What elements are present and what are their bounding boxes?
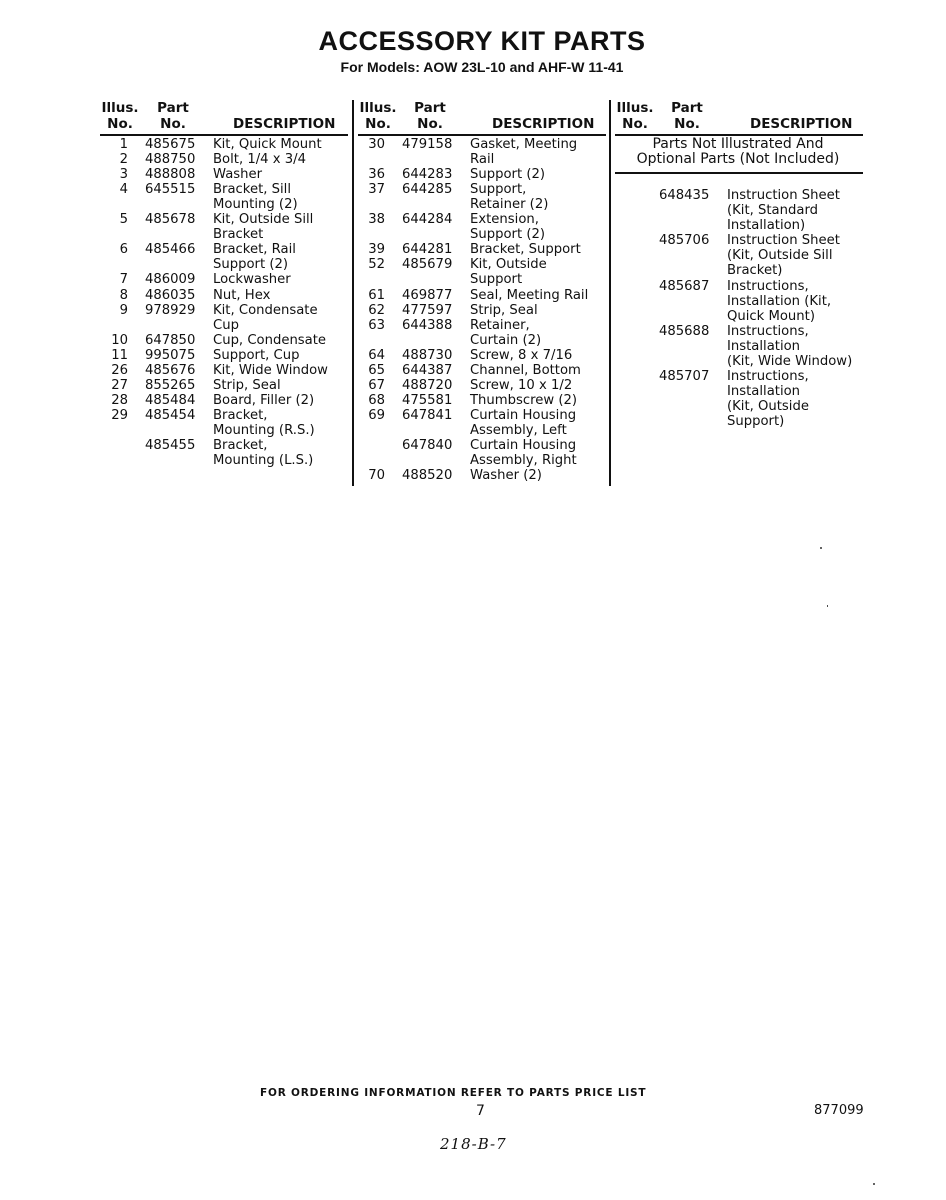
part-description: Instructions, — [727, 369, 809, 384]
part-number: 485706 — [659, 233, 710, 248]
illus-number: 11 — [111, 347, 128, 363]
part-description: Installation — [727, 339, 801, 355]
part-number: 978929 — [145, 302, 196, 318]
part-number: 485679 — [402, 257, 453, 273]
column-divider-2 — [609, 100, 611, 486]
part-number: 995075 — [145, 347, 196, 363]
part-description: Installation) — [727, 218, 806, 234]
part-description: Screw, 10 x 1/2 — [470, 377, 573, 393]
document-number: 877099 — [814, 1103, 864, 1118]
part-description: Bracket, — [213, 438, 268, 453]
page-number: 7 — [476, 1103, 485, 1119]
part-description: Instruction Sheet — [727, 188, 840, 203]
part-description: Cup — [213, 317, 239, 333]
page-title: ACCESSORY KIT PARTS — [318, 26, 646, 56]
part-number: 647841 — [402, 407, 453, 423]
part-description: Bracket, — [213, 407, 268, 423]
illus-number: 61 — [368, 287, 385, 303]
col2-part-header: Part No. — [414, 100, 446, 132]
illus-number: 30 — [368, 137, 385, 152]
illus-number: 36 — [368, 167, 385, 183]
col3-illus-header: Illus. No. — [616, 100, 654, 132]
part-description: Support (2) — [470, 227, 546, 243]
col3-description-header: DESCRIPTION — [750, 116, 853, 132]
scan-speck — [820, 547, 822, 549]
part-description: Retainer, — [470, 317, 530, 333]
part-description: Assembly, Right — [470, 453, 577, 469]
part-description: Strip, Seal — [213, 377, 281, 393]
part-number: 485484 — [145, 392, 196, 408]
illus-number: 10 — [111, 332, 128, 348]
part-number: 479158 — [402, 137, 453, 152]
part-description: (Kit, Outside Sill — [727, 248, 833, 264]
illus-number: 39 — [368, 242, 385, 258]
optional-parts-note: Parts Not Illustrated And Optional Parts (Not Included) — [636, 136, 840, 167]
part-number: 477597 — [402, 302, 453, 318]
col1-header-rule — [100, 134, 348, 136]
part-description: Instruction Sheet — [727, 233, 840, 248]
part-description: (Kit, Wide Window) — [727, 354, 853, 370]
illus-number: 1 — [119, 137, 128, 152]
part-number: 645515 — [145, 182, 196, 198]
illus-number: 5 — [119, 212, 128, 228]
part-number: 488520 — [402, 468, 453, 484]
part-number: 488730 — [402, 347, 453, 363]
part-description: Gasket, Meeting — [470, 137, 578, 152]
illus-number: 67 — [368, 377, 385, 393]
illus-number: 70 — [368, 468, 385, 484]
illus-number: 29 — [111, 407, 128, 423]
part-description: Support (2) — [213, 257, 289, 273]
handwritten-note: 218-B-7 — [440, 1135, 507, 1153]
part-description: Bracket — [213, 227, 264, 243]
part-number: 644284 — [402, 212, 453, 228]
part-description: Cup, Condensate — [213, 332, 327, 348]
part-description: Support) — [727, 414, 785, 430]
part-description: Kit, Wide Window — [213, 362, 328, 378]
col2-header-rule — [358, 134, 606, 136]
part-number: 485678 — [145, 212, 196, 228]
part-description: Curtain Housing — [470, 438, 577, 453]
part-description: Kit, Outside Sill — [213, 212, 314, 228]
part-number: 485687 — [659, 279, 710, 294]
illus-number: 52 — [368, 257, 385, 273]
part-description: Rail — [470, 152, 495, 168]
part-description: Support, — [470, 182, 527, 198]
part-description: Screw, 8 x 7/16 — [470, 347, 573, 363]
part-number: 485454 — [145, 407, 196, 423]
illus-number: 7 — [119, 272, 128, 288]
part-description: Bracket, Support — [470, 242, 581, 258]
illus-number: 62 — [368, 302, 385, 318]
part-description: Channel, Bottom — [470, 362, 581, 378]
part-number: 644387 — [402, 362, 453, 378]
part-description: Mounting (L.S.) — [213, 453, 314, 469]
part-number: 644388 — [402, 317, 453, 333]
part-description: Assembly, Left — [470, 422, 567, 438]
illus-number: 37 — [368, 182, 385, 198]
illus-number: 28 — [111, 392, 128, 408]
part-description: Curtain Housing — [470, 407, 577, 423]
illus-number: 8 — [119, 287, 128, 303]
illus-number: 63 — [368, 317, 385, 333]
part-number: 644281 — [402, 242, 453, 258]
page-subtitle: For Models: AOW 23L-10 and AHF-W 11-41 — [340, 59, 624, 75]
part-number: 485466 — [145, 242, 196, 258]
col1-description-header: DESCRIPTION — [233, 116, 336, 132]
part-number: 855265 — [145, 377, 196, 393]
part-description: Thumbscrew (2) — [470, 392, 578, 408]
illus-number: 26 — [111, 362, 128, 378]
part-description: Seal, Meeting Rail — [470, 287, 589, 303]
scan-speck — [827, 605, 828, 607]
illus-number: 64 — [368, 347, 385, 363]
part-number: 485455 — [145, 438, 196, 453]
part-number: 475581 — [402, 392, 453, 408]
part-number: 647850 — [145, 332, 196, 348]
part-number: 486009 — [145, 272, 196, 288]
scan-speck — [873, 1183, 875, 1185]
part-description: Bracket) — [727, 263, 783, 279]
col3-part-header: Part No. — [671, 100, 703, 132]
part-description: Instructions, — [727, 279, 809, 294]
part-number: 488720 — [402, 377, 453, 393]
part-description: Strip, Seal — [470, 302, 538, 318]
part-description: Mounting (2) — [213, 197, 298, 213]
illus-number: 68 — [368, 392, 385, 408]
part-description: (Kit, Outside — [727, 399, 809, 415]
part-description: Kit, Condensate — [213, 302, 318, 318]
part-description: (Kit, Standard — [727, 203, 819, 219]
column-divider-1 — [352, 100, 354, 486]
part-description: Installation (Kit, — [727, 294, 832, 310]
ordering-footer: FOR ORDERING INFORMATION REFER TO PARTS PRICE LIST — [260, 1087, 647, 1099]
part-description: Support, Cup — [213, 347, 300, 363]
part-number: 644285 — [402, 182, 453, 198]
part-description: Support — [470, 272, 523, 288]
part-description: Lockwasher — [213, 272, 291, 288]
part-description: Quick Mount) — [727, 309, 815, 325]
part-description: Installation — [727, 384, 801, 400]
illus-number: 2 — [119, 152, 128, 168]
part-description: Washer — [213, 167, 263, 183]
col1-part-header: Part No. — [157, 100, 189, 132]
part-description: Kit, Quick Mount — [213, 137, 322, 152]
part-description: Mounting (R.S.) — [213, 422, 315, 438]
part-description: Curtain (2) — [470, 332, 542, 348]
part-number: 488750 — [145, 152, 196, 168]
part-description: Bracket, Rail — [213, 242, 296, 258]
part-description: Bolt, 1/4 x 3/4 — [213, 152, 306, 168]
illus-number: 27 — [111, 377, 128, 393]
part-number: 469877 — [402, 287, 453, 303]
illus-number: 38 — [368, 212, 385, 228]
illus-number: 6 — [119, 242, 128, 258]
col2-description-header: DESCRIPTION — [492, 116, 595, 132]
part-description: Bracket, Sill — [213, 182, 291, 198]
part-description: Instructions, — [727, 324, 809, 339]
part-number: 488808 — [145, 167, 196, 183]
illus-number: 4 — [119, 182, 128, 198]
part-number: 485676 — [145, 362, 196, 378]
illus-number: 3 — [119, 167, 128, 183]
illus-number: 9 — [119, 302, 128, 318]
part-number: 485688 — [659, 324, 710, 339]
part-number: 648435 — [659, 188, 710, 203]
part-description: Extension, — [470, 212, 539, 228]
part-number: 486035 — [145, 287, 196, 303]
part-number: 647840 — [402, 438, 453, 453]
col1-illus-header: Illus. No. — [101, 100, 139, 132]
part-description: Retainer (2) — [470, 197, 549, 213]
part-number: 644283 — [402, 167, 453, 183]
part-description: Kit, Outside — [470, 257, 547, 273]
part-description: Nut, Hex — [213, 287, 271, 303]
part-number: 485707 — [659, 369, 710, 384]
col2-illus-header: Illus. No. — [359, 100, 397, 132]
part-number: 485675 — [145, 137, 196, 152]
illus-number: 65 — [368, 362, 385, 378]
part-description: Support (2) — [470, 167, 546, 183]
part-description: Board, Filler (2) — [213, 392, 315, 408]
part-description: Washer (2) — [470, 468, 542, 484]
illus-number: 69 — [368, 407, 385, 423]
optional-parts-rule — [615, 172, 863, 174]
